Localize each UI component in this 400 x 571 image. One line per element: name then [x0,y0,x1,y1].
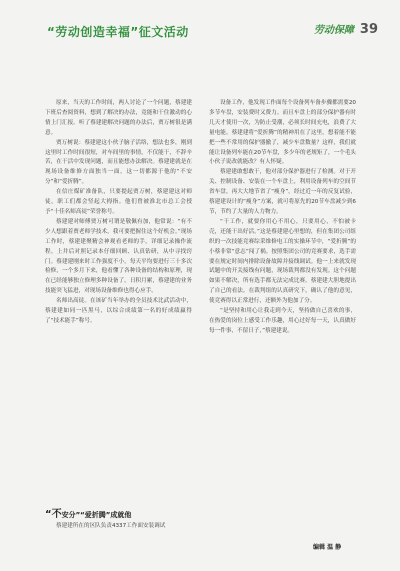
paragraph: “干工作，就要你用心不用心，只要用心，不怕被卡壳，还能干出好活。”这是蔡建建心里想的，但在集团公司组织的一次技能竞赛综采维修电工的实操环节中，“爱折腾”的小蔡非常“意志”闯了祸。按照集团公司的竞赛要求，选手需要在规定时间内排除设备故障并接线调试。他一上来就发现试题中的开关接线有问题，现场裁判都没有发现。这个问题如果不解决，所有选手都无法完成比赛。蔡建建大胆地提出了自己的看法。在裁判组的认真研究下，确认了他的意见，使竞赛得以正常进行，还额外为他加了分。 [209,218,356,305]
right-column [209,99,356,337]
page-number: 39 [359,22,378,37]
paragraph: 名师出高徒。在该矿当年举办的全员技术比武活动中，蔡建建如同一匹黑马，以综合成绩第一名的好成绩赢得了“技术能手”称号。 [45,298,192,324]
paragraph: 在信庄煤矿准备队，只要提起贾万树，蔡建建这对师徒，职工们都会竖起大拇指。他们曾被淮北市总工会授予“十佳名师高徒”荣誉称号。 [45,189,192,215]
subheading-rest: 安分”“爱折腾”成就他 [61,511,132,519]
subheading-lead: “不 [45,509,62,520]
magazine-name: 劳动保障 [313,25,354,36]
editor-credit: 编辑 温 静 [313,544,342,551]
left-column [45,99,192,327]
section-title: “劳动创造幸福”征文活动 [47,25,189,39]
paragraph: 设备工作，他发现工作面每个设备列车备步骤都需要20多节车盘，安装费时又费力。而且车盘上的部分保护器有时几天才使用一次，为防止受潮，必须长时间充电，浪费了大量电能。蔡建建将“爱折腾”的精神用在了这里，想着能不能把一些不常用的保护器撤了，减少车盘数量？这样，我们就能让设备列车能在20节车盘，多少年的老规矩了，一个毛头小伙子说改就能改？有人怀疑。 [209,100,356,166]
header-right [314,21,378,37]
left-bottom-paragraph: 蔡建建所在的区队负责4337工作面安装调试 [56,523,166,529]
subheading [45,505,205,520]
paragraph: “是坚持和用心让我走到今天，坚持做自己喜欢的事，在热爱的岗位上感受工作乐趣，用心过好每一天，认真做好每一件事，不留日子，”蔡建建说。 [209,308,356,334]
page-header [0,0,400,52]
paragraph: 蔡建建敢想敢干，他对部分保护器进行了检测。对于开关、控制设备、安装在一个车盘上，利用设备列车的空间节省车盘，再大大地节省了“瘦身”。经过近一年的反复试验，蔡建建设计的“瘦身”方案，就可将原先的20节车盘减少到6节，节约了大量的人力物力。 [209,169,356,215]
paragraph: 蔡建建对师傅贾万树可谓是敬佩有加，他常说：“有不少人想跟着贾老师学技术，我可要把握住这个好机会。”现场工作时，蔡建建聚精会神观看老师的手，详细记录操作流程。上井后对照记录本仔细回顾、认真钻研，从中寻找窍门。蔡建建刚来时工作强度不小，每天平均要进行三十多次检修，一个多月下来，他看懂了各种设备的结构和原理，现在已经能够独立修理多种设备了。日积月累，蔡建建的业务技能突飞猛进，对现场设备维修也得心应手。 [45,218,192,295]
paragraph: 贾万树说：蔡建建这小伙子脑子活络，想法也多，刚到这里时工作时间很短，对车间里的事情，不仅能干，不辞辛苦，在干活中发现问题，而且能想办法解决。蔡建建就是在现场设备维修方面独当一面。这一切都源于他的“不安分”和“爱折腾”。 [45,139,192,186]
paragraph: 原来，当天的工作时间，两人讨论了一个问题，蔡建建下班后查阅资料，想到了解决的办法，竟能和干住激动的心情上门汇报。听了蔡建建解决问题的办法后，贾万树很是满意。 [45,100,192,136]
